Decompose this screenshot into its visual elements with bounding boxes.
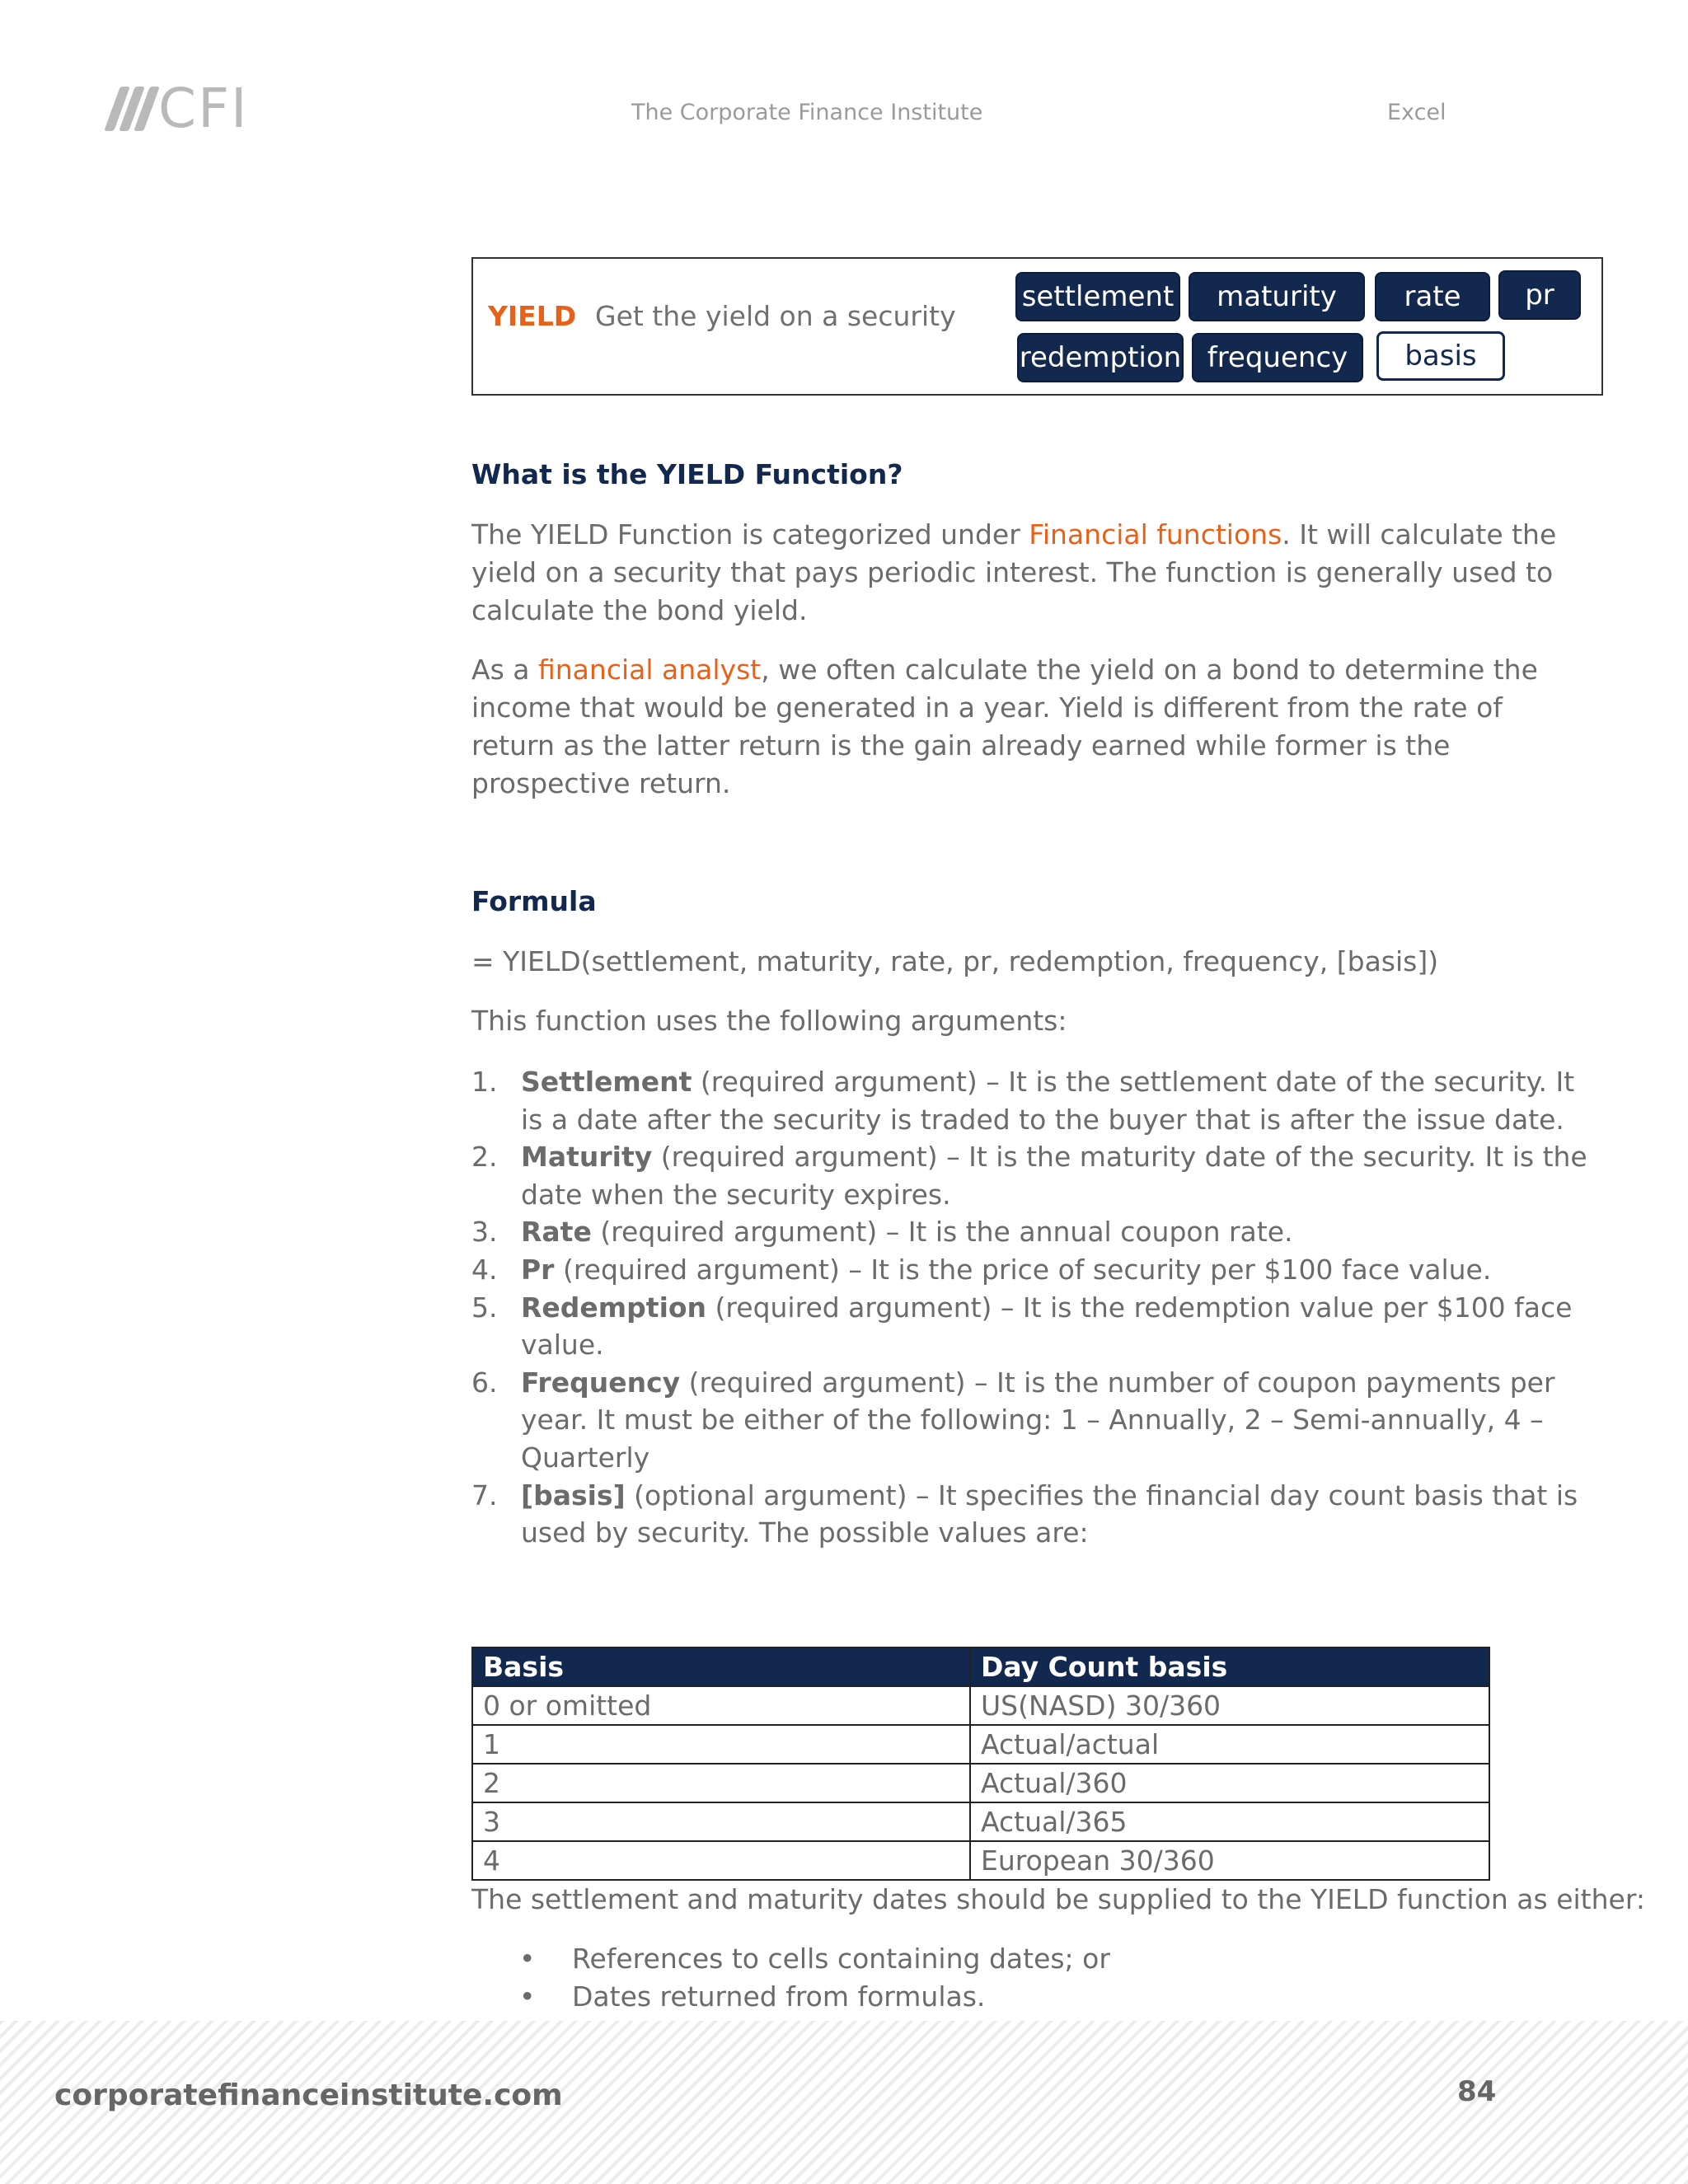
intro-text-cont: . It will calculate the yield on a security that pays periodic interest. The function is generally used to calculate the bond yield. (471, 518, 1557, 626)
table-cell: European 30/360 (970, 1841, 1489, 1880)
basis-table (471, 1647, 1490, 1881)
list-number: 1. (471, 1066, 498, 1098)
table-row (472, 1802, 1489, 1841)
table-header-day-count: Day Count basis (970, 1647, 1489, 1686)
financial-functions-link[interactable]: Financial functions (1029, 518, 1282, 551)
table-cell: US(NASD) 30/360 (970, 1686, 1489, 1725)
financial-analyst-link[interactable]: financial analyst (537, 654, 762, 686)
table-cell: 1 (472, 1725, 970, 1764)
arg-text: (required argument) – It is the redemption value per $100 face value. (521, 1291, 1573, 1361)
table-row (472, 1841, 1489, 1880)
table-cell: 3 (472, 1802, 970, 1841)
arg-term: Redemption (521, 1291, 707, 1324)
list-item (471, 1213, 1592, 1251)
dates-note: The settlement and maturity dates should be supplied to the YIELD function as either: (471, 1883, 1645, 1915)
list-item (471, 1477, 1592, 1552)
table-cell: 0 or omitted (472, 1686, 970, 1725)
footer-url[interactable]: corporatefinanceinstitute.com (54, 2079, 563, 2112)
table-cell: 2 (472, 1764, 970, 1802)
list-item (471, 1063, 1592, 1138)
list-number: 2. (471, 1141, 498, 1174)
table-row (472, 1725, 1489, 1764)
arg-pill-pr: pr (1498, 270, 1581, 320)
arg-text: (required argument) – It is the number of coupon payments per year. It must be either of the following: 1 – Annually, 2 – Semi-annually, 4 – Quarterly (521, 1366, 1555, 1474)
arg-text: (required argument) – It is the settlement date of the security. It is a date after the security is traded to the buyer that is after the issue date. (521, 1066, 1575, 1136)
list-number: 5. (471, 1291, 498, 1324)
list-item: • Dates returned from formulas. (519, 1978, 1110, 2016)
arg-term: Pr (521, 1253, 555, 1286)
table-header-row (472, 1647, 1489, 1686)
table-cell: Actual/365 (970, 1802, 1489, 1841)
table-cell: Actual/actual (970, 1725, 1489, 1764)
list-item (471, 1289, 1592, 1364)
arg-text: (required argument) – It is the maturity date of the security. It is the date when the security expires. (521, 1141, 1587, 1211)
list-item (471, 1251, 1592, 1289)
arg-text: (required argument) – It is the annual coupon rate. (591, 1216, 1293, 1249)
logo-text: CFI (158, 77, 249, 140)
arg-pill-basis: basis (1376, 331, 1505, 381)
formula-heading: Formula (471, 885, 597, 917)
analyst-paragraph (471, 651, 1568, 803)
analyst-text: As a (471, 654, 538, 686)
what-is-heading: What is the YIELD Function? (471, 458, 903, 490)
header-section: Excel (1387, 100, 1447, 125)
function-description: Get the yield on a security (595, 300, 956, 332)
list-number: 6. (471, 1366, 498, 1399)
cfi-logo (112, 77, 249, 140)
arg-term: Maturity (521, 1141, 653, 1174)
function-name: YIELD (488, 300, 577, 332)
arg-text: (required argument) – It is the price of security per $100 face value. (554, 1253, 1492, 1286)
arg-pill-settlement: settlement (1015, 272, 1180, 321)
cfi-logo-icon (112, 87, 152, 131)
header-title: The Corporate Finance Institute (631, 100, 983, 125)
table-header-basis: Basis (472, 1647, 970, 1686)
arg-pill-rate: rate (1375, 272, 1490, 321)
arg-pill-maturity: maturity (1189, 272, 1365, 321)
arg-term: Rate (521, 1216, 592, 1249)
table-cell: Actual/360 (970, 1764, 1489, 1802)
list-number: 4. (471, 1253, 498, 1286)
dates-bullet-list (519, 1940, 1110, 2016)
list-item (471, 1138, 1592, 1213)
analyst-text-cont: , we often calculate the yield on a bond to determine the income that would be generated in a year. Yield is different from the rate of return as the latter return is the gain already earned while former is the prospective return. (471, 654, 1538, 799)
list-item (471, 1364, 1592, 1477)
table-row (472, 1764, 1489, 1802)
table-cell: 4 (472, 1841, 970, 1880)
list-number: 7. (471, 1479, 498, 1511)
list-number: 3. (471, 1216, 498, 1249)
formula-syntax: = YIELD(settlement, maturity, rate, pr, redemption, frequency, [basis]) (471, 945, 1439, 977)
arguments-intro: This function uses the following arguments: (471, 1005, 1067, 1037)
list-item: • References to cells containing dates; or (519, 1940, 1110, 1978)
table-row (472, 1686, 1489, 1725)
page-number: 84 (1457, 2075, 1497, 2108)
arg-pill-frequency: frequency (1192, 333, 1363, 382)
argument-list (471, 1063, 1592, 1552)
intro-paragraph (471, 516, 1609, 630)
arg-term: Frequency (521, 1366, 681, 1399)
function-summary-box (471, 257, 1603, 396)
arg-pill-redemption: redemption (1017, 333, 1184, 382)
intro-text: The YIELD Function is categorized under (471, 518, 1029, 551)
arg-text: (optional argument) – It specifies the financial day count basis that is used by security. The possible values are: (521, 1479, 1578, 1549)
arg-term: Settlement (521, 1066, 692, 1098)
arg-term: [basis] (521, 1479, 626, 1511)
